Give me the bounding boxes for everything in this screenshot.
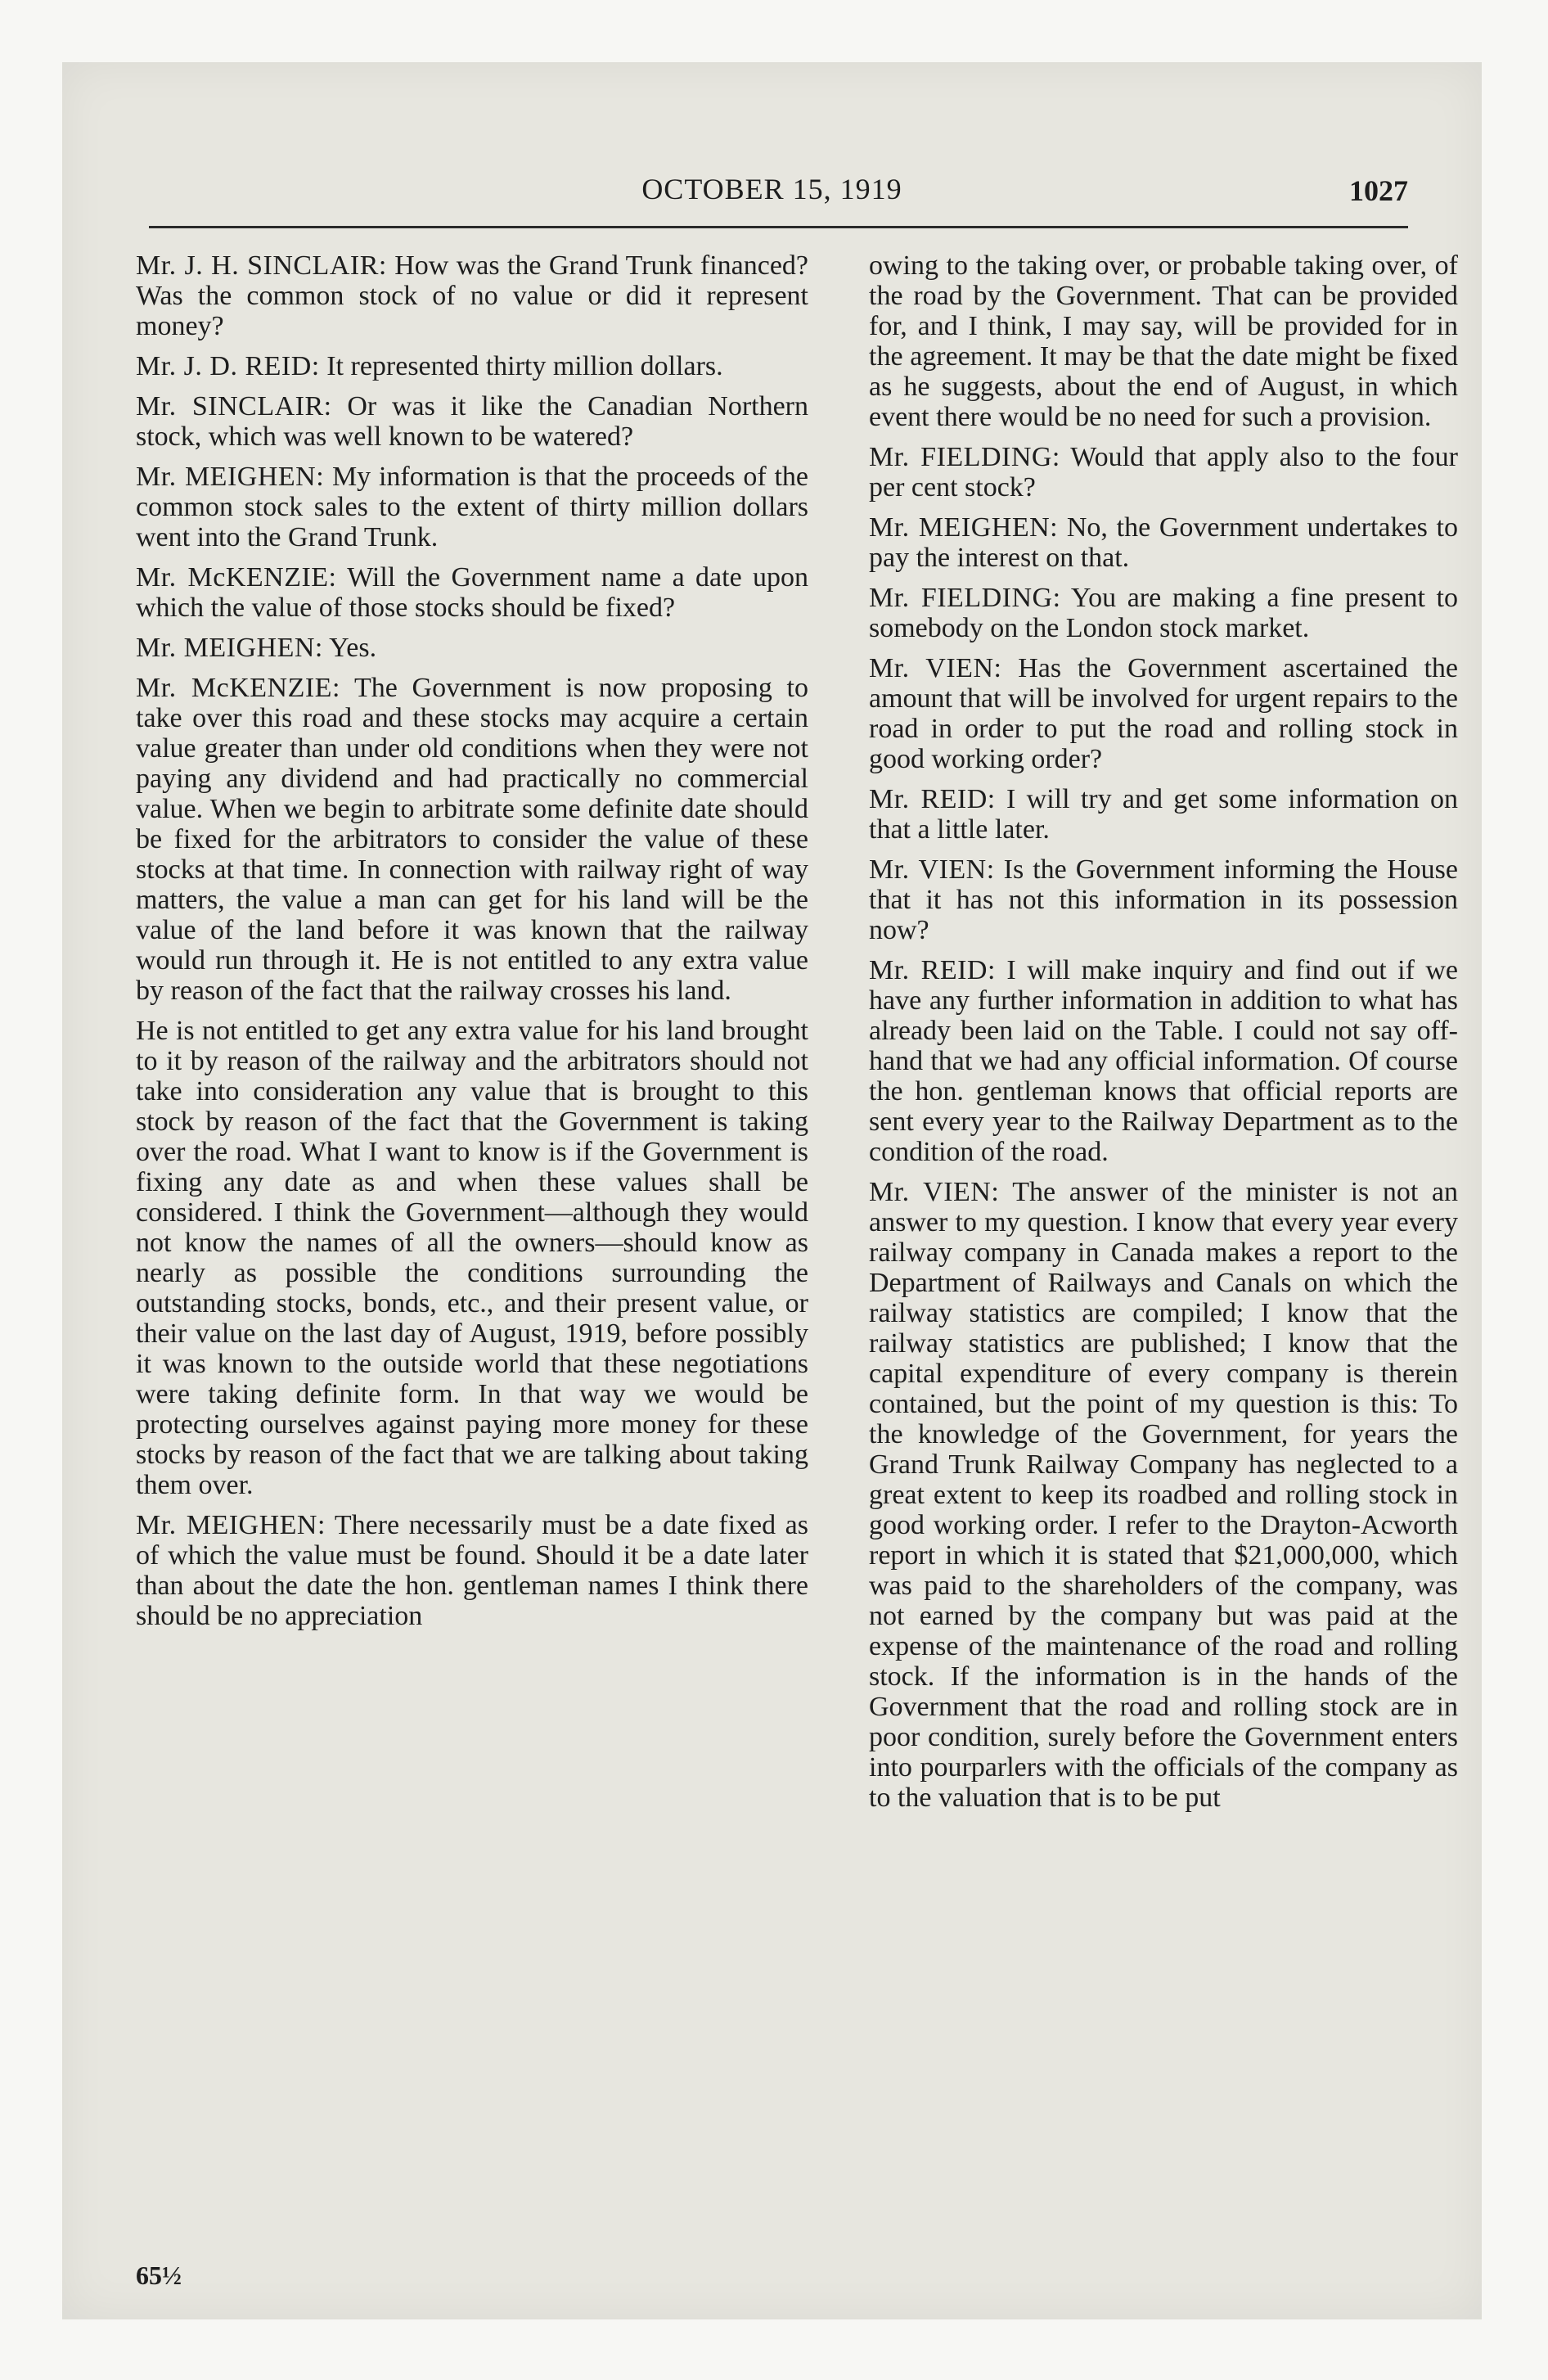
paragraph-text: He is not entitled to get any extra value for his land brought to it by reason of the railway and the arbitrators should not take into consideration any value that is brought to this stock by reason of the fact that the Government is taking over the road. What I want to know is if the Government is fixing any date as and when these values shall be considered. I think the Government—although they would not know the names of all the owners—should know as nearly as possible the conditions surrounding the outstanding stocks, bonds, etc., and their present value, or their value on the last day of August, 1919, before possibly it was known to the outside world that these negotiations were taking definite form. In that way we would be protecting ourselves against paying more money for these stocks by reason of the fact that we are talking about taking them over. [136,1016,808,1500]
paragraph-text: Yes. [329,633,377,663]
paragraph [869,784,1458,845]
paragraph [136,673,808,1006]
paragraph-text: Or was it like the Canadian Northern stock, which was well known to be watered? [136,391,809,452]
speaker-name: Mr. J. H. SINCLAIR: [136,250,387,281]
paragraph [136,1016,808,1500]
speaker-name: Mr. MEIGHEN: [869,512,1059,543]
paragraph [869,512,1458,573]
paragraph-text: My information is that the proceeds of the common stock sales to the extent of thirty million dollars went into the Grand Trunk. [136,462,808,552]
speaker-name: Mr. FIELDING: [869,583,1061,613]
paragraph-text: How was the Grand Trunk financed? Was the common stock of no value or did it represent money? [136,250,809,341]
speaker-name: Mr. McKENZIE: [136,562,337,593]
paragraph-text: It represented thirty million dollars. [326,351,723,381]
speaker-name: Mr. J. D. REID: [136,351,320,381]
paragraph-text: You are making a fine present to somebody on the London stock market. [869,583,1458,643]
paragraph [869,583,1458,643]
paragraph [136,250,808,341]
speaker-name: Mr. VIEN: [869,1177,1000,1207]
paragraph-text: No, the Government undertakes to pay the interest on that. [869,512,1458,573]
page-number: 1027 [1349,174,1408,207]
document-page [62,62,1482,2319]
speaker-name: Mr. SINCLAIR: [136,391,332,421]
speaker-name: Mr. McKENZIE: [136,673,340,703]
paragraph-text: Will the Government name a date upon which the value of those stocks should be fixed? [136,562,808,623]
speaker-name: Mr. REID: [869,955,996,985]
paragraph-text: The Government is now proposing to take over this road and these stocks may acquire a certain value greater than under old conditions when they were not paying any dividend and had practically no commercial value. When we begin to arbitrate some definite date should be fixed for the arbitrators to consider the value of these stocks at that time. In connection with railway right of way matters, the value a man can get for his land will be the value of the land before it was known that the railway would run through it. He is not entitled to any extra value by reason of the fact that the railway crosses his land. [136,673,808,1006]
speaker-name: Mr. FIELDING: [869,442,1060,472]
paragraph [869,442,1458,503]
paragraph [869,250,1458,432]
right-column [869,250,1458,1823]
paragraph [136,562,808,623]
speaker-name: Mr. REID: [869,784,996,814]
speaker-name: Mr. MEIGHEN: [136,462,325,492]
paragraph-text: Would that apply also to the four per cent stock? [869,442,1458,503]
paragraph-text: There necessarily must be a date fixed as of which the value must be found. Should it be a date later than about the date the hon. gentleman names I think there should be no appreciation [136,1510,808,1631]
paragraph [869,653,1458,774]
paragraph [869,955,1458,1167]
paragraph [136,351,808,381]
paragraph [136,1510,808,1631]
paragraph-text: I will make inquiry and find out if we have any further information in addition to what has already been laid on the Table. I could not say off-hand that we had any official information. Of course the hon. gentleman knows that official reports are sent every year to the Railway Department as to the condition of the road. [869,955,1459,1167]
paragraph-text: The answer of the minister is not an answer to my question. I know that every year every railway company in Canada makes a report to the Department of Railways and Canals on which the railway statistics are compiled; I know that the railway statistics are published; I know that the capital expenditure of every company is therein contained, but the point of my question is this: To the knowledge of the Government, for years the Grand Trunk Railway Company has neglected to a great extent to keep its roadbed and rolling stock in good working order. I refer to the Drayton-Acworth report in which it is stated that $21,000,000, which was paid to the shareholders of the company, was not earned by the company but was paid at the expense of the maintenance of the road and rolling stock. If the information is in the hands of the Government that the road and rolling stock are in poor condition, surely before the Government enters into pourparlers with the officials of the company as to the valuation that is to be put [869,1177,1458,1813]
speaker-name: Mr. MEIGHEN: [136,633,323,663]
paragraph [136,462,808,552]
paragraph [869,1177,1458,1813]
paragraph-text: I will try and get some information on that a little later. [869,784,1459,845]
page-header-date: OCTOBER 15, 1919 [641,173,902,205]
speaker-name: Mr. MEIGHEN: [136,1510,326,1540]
paragraph [136,391,808,452]
speaker-name: Mr. VIEN: [869,653,1002,683]
paragraph-text: Has the Government ascertained the amount that will be involved for urgent repairs to the road in order to put the road and rolling stock in good working order? [869,653,1458,774]
folio-mark: 65½ [136,2261,182,2290]
paragraph-text: owing to the taking over, or probable taking over, of the road by the Government. That can be provided for, and I think, I may say, will be provided for in the agreement. It may be that the date might be fixed as he suggests, about the end of August, in which event there would be no need for such a provision. [869,250,1458,432]
speaker-name: Mr. VIEN: [869,854,995,885]
paragraph [869,854,1458,945]
paragraph-text: Is the Government informing the House that it has not this information in its possession now? [869,854,1458,945]
header-rule [149,226,1408,228]
paragraph [136,633,808,663]
left-column [136,250,808,1641]
